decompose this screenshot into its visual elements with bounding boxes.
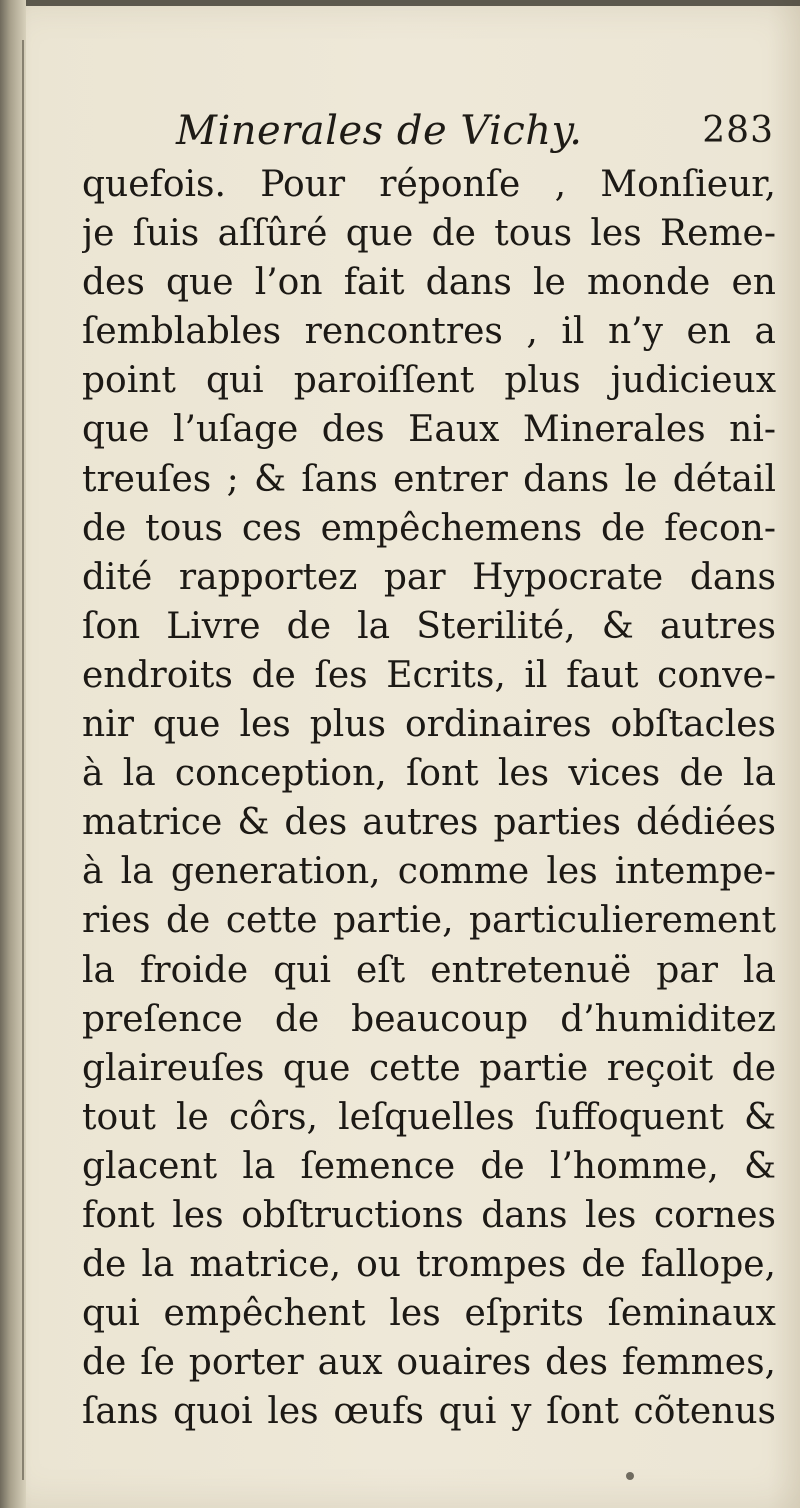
- text-line: qui empêchent les eſprits ſeminaux: [82, 1293, 776, 1335]
- text-line: des que l’on fait dans le monde en: [82, 262, 776, 304]
- text-line: ries de cette partie, particulierement: [82, 900, 776, 942]
- text-line: tout le côrs, leſquelles ſuffoquent &: [82, 1096, 776, 1138]
- text-line: à la generation, comme les intempe-: [82, 851, 776, 893]
- text-line: endroits de ſes Ecrits, il faut conve-: [82, 654, 776, 696]
- body-text: [82, 160, 776, 1436]
- text-line: quefois. Pour réponſe , Monſieur,: [82, 164, 776, 205]
- text-line: que l’uſage des Eaux Minerales ni-: [82, 409, 776, 451]
- text-line: de ſe porter aux ouaires des femmes,: [82, 1342, 776, 1384]
- page-top-edge: [26, 0, 800, 6]
- page-header: [88, 104, 778, 164]
- text-line: dité rapportez par Hypocrate dans: [82, 556, 776, 598]
- text-line: font les obſtructions dans les cornes: [82, 1194, 776, 1236]
- text-line: glaireuſes que cette partie reçoit de: [82, 1047, 776, 1089]
- text-line: à la conception, ſont les vices de la: [82, 753, 776, 795]
- page-number: 283: [702, 110, 774, 151]
- text-line: treuſes ; & ſans entrer dans le détail: [82, 458, 776, 500]
- text-line: ſans quoi les œufs qui y ſont cõtenus: [82, 1391, 776, 1433]
- binding-edge: [22, 40, 24, 1480]
- text-line: ſemblables rencontres , il n’y en a: [82, 311, 776, 353]
- text-line: ſon Livre de la Sterilité, & autres: [82, 605, 776, 647]
- text-line: je ſuis aſſûré que de tous les Reme-: [82, 213, 776, 255]
- text-line: glacent la ſemence de l’homme, &: [82, 1145, 776, 1187]
- text-line: la froide qui eſt entretenuë par la: [82, 949, 776, 991]
- text-line: de la matrice, ou trompes de fallope,: [82, 1244, 776, 1286]
- text-line: preſence de beaucoup d’humiditez: [82, 998, 776, 1040]
- text-line: nir que les plus ordinaires obſtacles: [82, 704, 776, 746]
- text-line: matrice & des autres parties dédiées: [82, 802, 776, 844]
- text-line: de tous ces empêchemens de fecon-: [82, 507, 776, 549]
- ink-speck: [626, 1472, 634, 1480]
- text-line: point qui paroiſſent plus judicieux: [82, 360, 776, 402]
- running-head: Minerales de Vichy.: [176, 108, 583, 154]
